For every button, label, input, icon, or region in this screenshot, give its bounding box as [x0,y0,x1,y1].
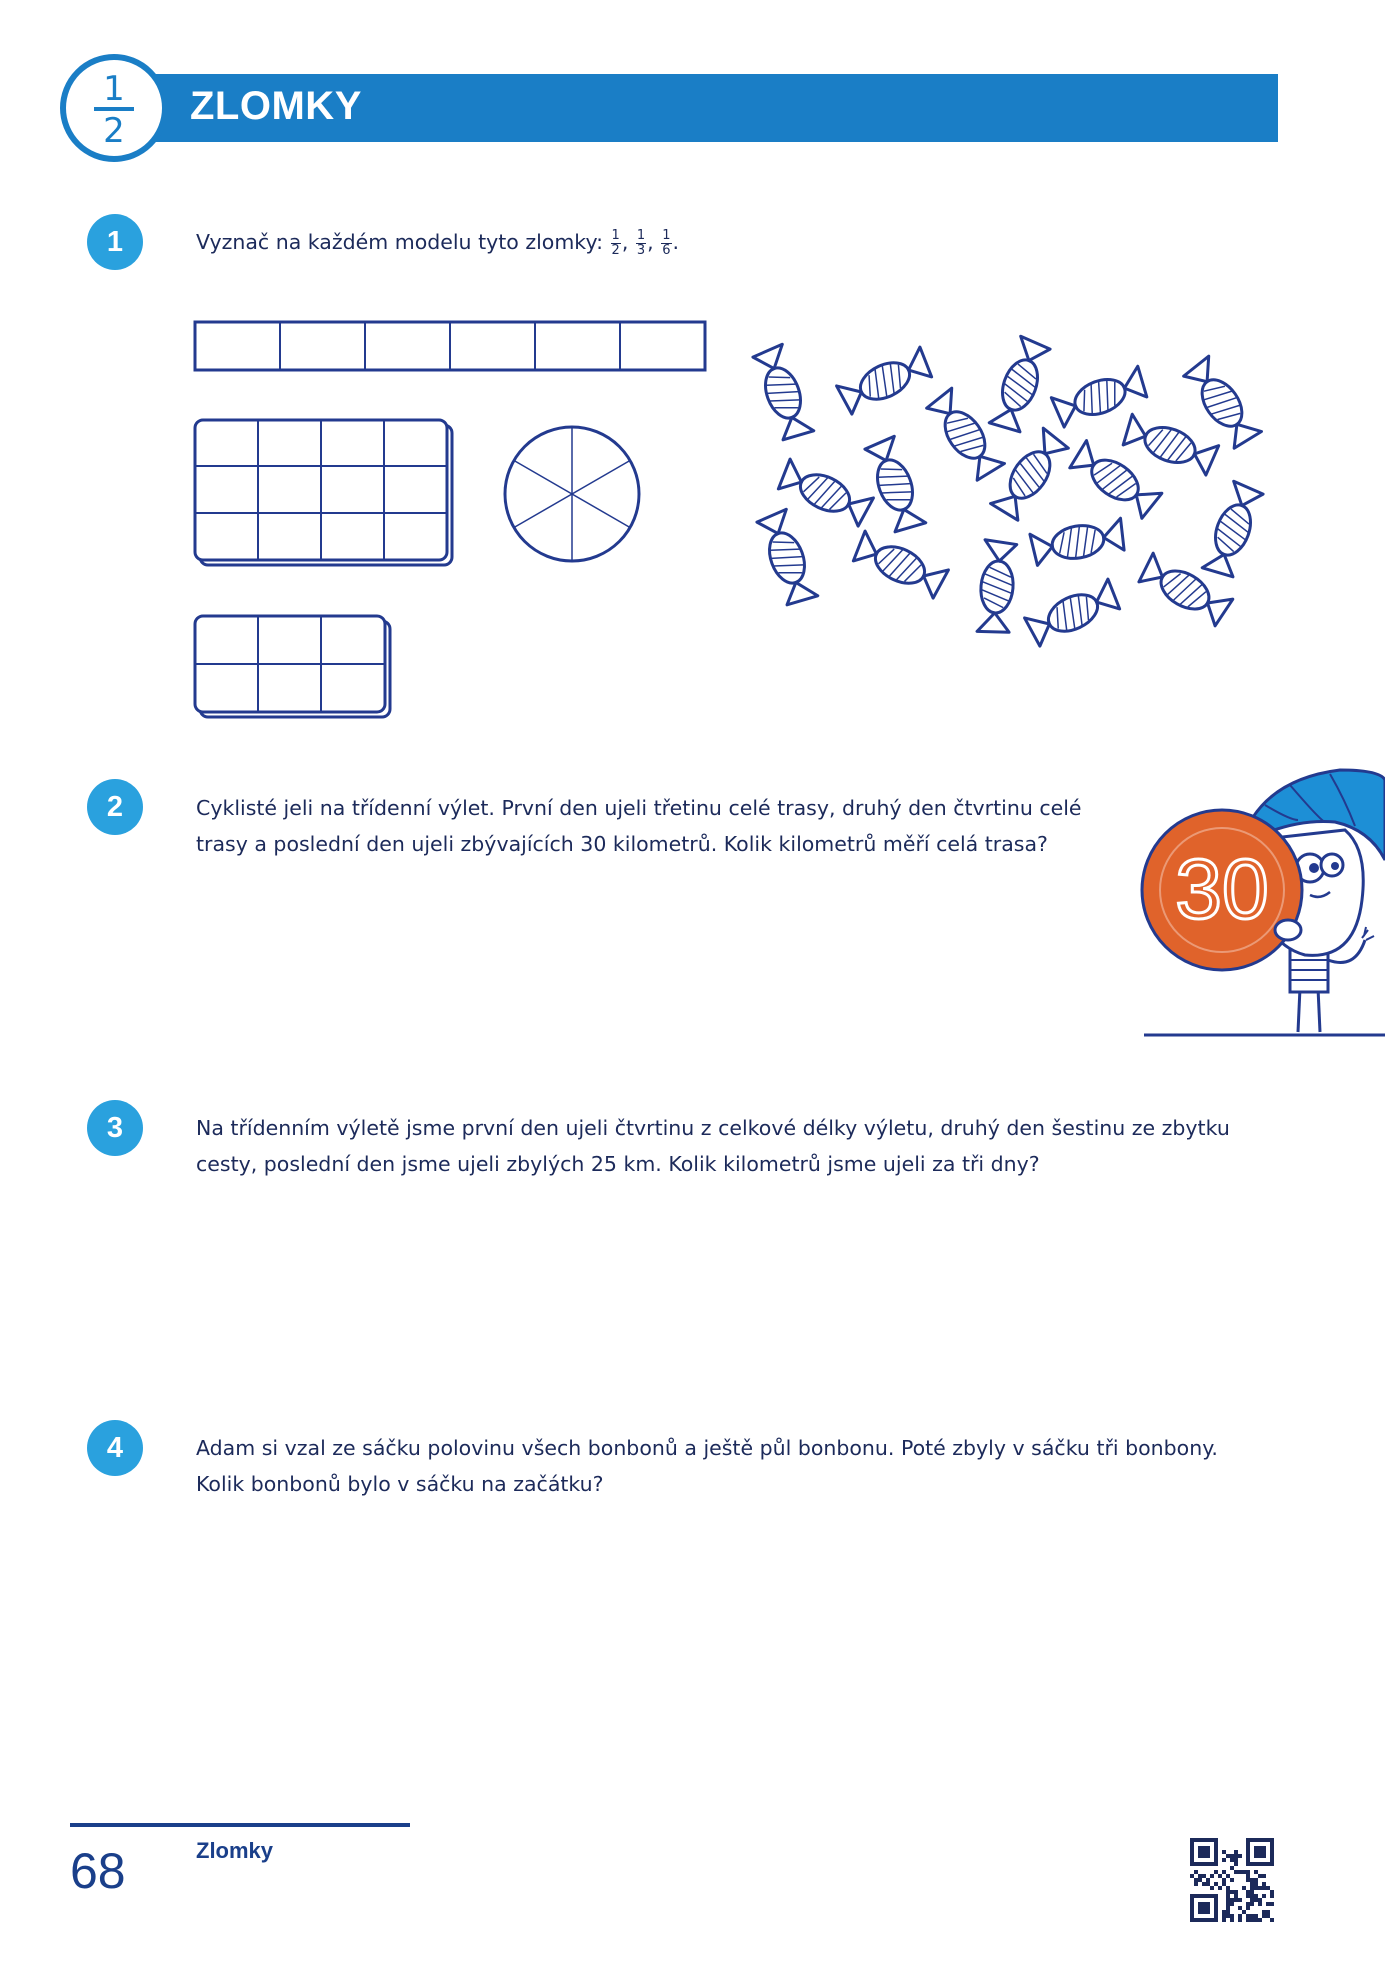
fraction-badge-icon [60,54,168,162]
badge-numerator: 1 [103,69,125,109]
chocolate-bar-model-6 [193,614,395,722]
footer-rule [70,1823,410,1827]
exercise-3-line-2: cesty, poslední den jsme ujeli zbylých 25 km. Kolik kilometrů jsme ujeli za tři dny? [196,1152,1040,1176]
exercise-4-line-2: Kolik bonbonů bylo v sáčku na začátku? [196,1472,604,1496]
exercise-3-line-1: Na třídenním výletě jsme první den ujeli čtvrtinu z celkové délky výletu, druhý den šestinu ze zbytku [196,1116,1230,1140]
candy-icon [989,336,1051,433]
candy-icon [837,347,934,415]
candy-icon [926,388,1005,482]
candy-icon [1025,579,1122,647]
candies-model [745,325,1285,655]
candy-icon [1183,356,1262,450]
page-title: ZLOMKY [190,84,362,128]
exercise-1-text: Vyznač na každém modelu tyto zlomky: $\frac{1}{2}$ , $\frac{1}{3}$ , $\frac{1}{6}$ . [196,227,680,258]
exercise-number-4: 4 [87,1420,143,1476]
sign-number: 30 [1175,842,1269,936]
fraction-one-third: $\frac{1}{3}$ [636,227,646,258]
page-number: 68 [70,1843,126,1899]
cyclist-character-icon [1140,760,1385,1040]
qr-code-icon [1190,1838,1278,1926]
fraction-one-half: $\frac{1}{2}$ [611,227,620,258]
exercise-1-instruction: Vyznač na každém modelu tyto zlomky: [196,230,603,254]
candy-icon [864,436,926,533]
candy-icon [1121,414,1218,476]
exercise-number-2: 2 [87,779,143,835]
circle-model-6 [500,422,644,566]
exercise-number-1: 1 [87,214,143,270]
candy-icon [991,428,1070,522]
strip-model [193,320,708,374]
chocolate-bar-model-12 [193,418,458,570]
candy-icon [752,344,814,441]
candy-icon [777,459,874,527]
candy-icon [1068,441,1162,520]
badge-denominator: 2 [103,111,125,151]
exercise-number-3: 3 [87,1100,143,1156]
exercise-2-line-1: Cyklisté jeli na třídenní výlet. První den ujeli třetinu celé trasy, druhý den čtvrtinu celé [196,796,1082,820]
candy-icon [977,540,1017,634]
exercise-2-line-2: trasy a poslední den ujeli zbývajících 30 kilometrů. Kolik kilometrů měří celá trasa? [196,832,1048,856]
candy-icon [1202,481,1264,578]
footer-section-title: Zlomky [196,1838,274,1863]
exercise-4-line-1: Adam si vzal ze sáčku polovinu všech bonbonů a ještě půl bonbonu. Poté zbyly v sáčku tři bonbony. [196,1436,1218,1460]
candy-icon [852,531,949,599]
fraction-one-sixth: $\frac{1}{6}$ [662,227,671,258]
candy-icon [1030,518,1126,565]
candy-icon [756,509,818,606]
